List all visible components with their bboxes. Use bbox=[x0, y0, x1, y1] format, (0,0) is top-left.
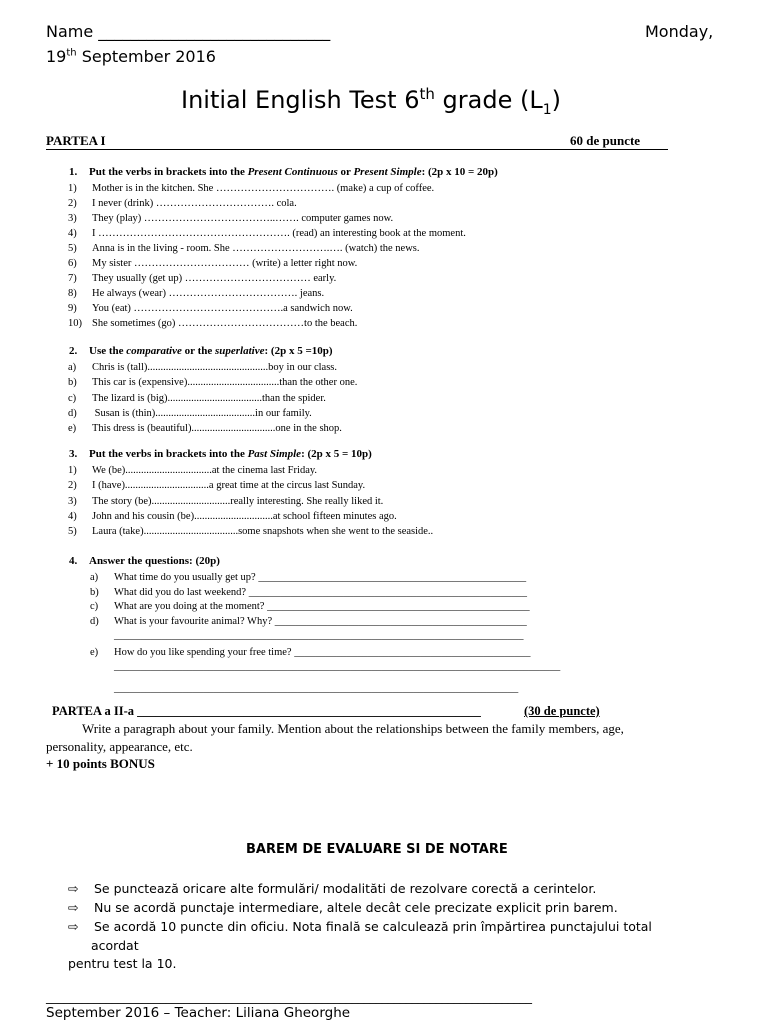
list-item: a) Chris is (tall)..............................................boy in our class. bbox=[68, 362, 337, 373]
list-item: ⇨ Nu se acordă punctaje intermediare, altele decât cele precizate explicit prin barem. bbox=[68, 900, 618, 915]
list-item: d) What is your favourite animal? Why? ________________________________________________ bbox=[90, 615, 527, 627]
list-item: a) What time do you usually get up? ___________________________________________________ bbox=[90, 572, 527, 583]
list-item: 4) John and his cousin (be)..............................at school fifteen minutes ago. bbox=[68, 510, 397, 522]
exercise-2-list bbox=[68, 360, 357, 436]
list-item: 9) You (eat) …………………………………….a sandwich now. bbox=[68, 303, 353, 314]
part2-label: PARTEA a II-a _______________________________________________________ bbox=[52, 704, 481, 718]
list-item: 4) I ………………………………………………. (read) an interesting book at the moment. bbox=[68, 228, 466, 239]
list-item: b) This car is (expensive)...................................than the other one. bbox=[68, 377, 358, 389]
list-item: 6) My sister …………………………… (write) a letter right now. bbox=[68, 258, 358, 269]
answer-line: _____________________________________________________________________________________ bbox=[114, 661, 561, 672]
list-item: 10) She sometimes (go) ………………………………to the beach. bbox=[68, 318, 358, 329]
arrow-right-icon: ⇨ bbox=[68, 881, 79, 896]
list-item: c) What are you doing at the moment? __________________________________________________ bbox=[90, 601, 530, 613]
page-title: Initial English Test 6th grade $(L_1)$ bbox=[181, 85, 561, 118]
list-item: 7) They usually (get up) ……………………………… early. bbox=[68, 273, 337, 284]
exercise-1-list bbox=[68, 181, 466, 331]
exercise-3-list bbox=[68, 463, 433, 539]
exercise-1-heading: 1. Put the verbs in brackets into the Present Continuous or Present Simple: (2p x 10 = 20p) bbox=[69, 166, 498, 178]
part2-instructions-line2: personality, appearance, etc. bbox=[46, 739, 193, 754]
list-item: 3) They (play) ………………………………..……. computer games now. bbox=[68, 213, 394, 224]
day-label: Monday, bbox=[645, 22, 714, 41]
list-item: b) What did you do last weekend? _____________________________________________________ bbox=[90, 586, 527, 598]
list-item: d) Susan is (thin)......................................in our family. bbox=[68, 407, 312, 419]
part2-instructions-line1: Write a paragraph about your family. Mention about the relationships between the family members, age, bbox=[82, 721, 624, 736]
arrow-right-icon: ⇨ bbox=[68, 900, 79, 915]
exercise-3-heading: 3. Put the verbs in brackets into the Past Simple: (2p x 5 = 10p) bbox=[69, 448, 372, 460]
barem-continuation: pentru test la 10. bbox=[68, 956, 177, 971]
list-item: 8) He always (wear) ………………………………. jeans. bbox=[68, 288, 325, 299]
exercise-4-heading: 4. Answer the questions: (20p) bbox=[69, 555, 220, 567]
list-item: 2) I never (drink) ……………………………. cola. bbox=[68, 198, 297, 209]
answer-line: _____________________________________________________________________________ bbox=[114, 683, 519, 694]
bonus-label: + 10 points BONUS bbox=[46, 756, 155, 771]
list-item: 1) We (be).................................at the cinema last Friday. bbox=[68, 465, 318, 476]
name-field-label: Name _____________________________ bbox=[46, 22, 331, 41]
exercise-4-list-cont bbox=[90, 646, 530, 661]
exercise-4-list bbox=[90, 571, 530, 644]
list-item: ______________________________________________________________________________ bbox=[114, 630, 524, 642]
barem-list bbox=[68, 879, 652, 955]
list-item: e) This dress is (beautiful)................................one in the shop. bbox=[68, 423, 342, 435]
footer-text: September 2016 – Teacher: Liliana Gheorghe bbox=[46, 1005, 351, 1021]
list-item: 5) Laura (take)....................................some snapshots when she went to the seaside.. bbox=[68, 526, 434, 538]
part1-points: 60 de puncte bbox=[570, 133, 641, 148]
part1-label: PARTEA I bbox=[46, 133, 106, 148]
list-item: 1) Mother is in the kitchen. She ……………………………. (make) a cup of coffee. bbox=[68, 183, 435, 194]
list-item: c) The lizard is (big)....................................than the spider. bbox=[68, 392, 326, 404]
list-item: 3) The story (be)..............................really interesting. She really liked it. bbox=[68, 495, 384, 507]
part1-underline bbox=[46, 149, 668, 150]
list-item: e) How do you like spending your free time? _____________________________________________ bbox=[90, 647, 531, 658]
part2-points: (30 de puncte) bbox=[524, 704, 600, 718]
date-label: 19th September 2016 bbox=[46, 47, 216, 66]
footer-rule: _________________________________________________________________________________ bbox=[46, 990, 532, 1004]
list-item: ⇨ Se acordă 10 puncte din oficiu. Nota finală se calculează prin împărtirea punctajului total bbox=[68, 919, 652, 934]
list-item: 5) Anna is in the living - room. She ……………………….…. (watch) the news. bbox=[68, 243, 420, 254]
arrow-right-icon: ⇨ bbox=[68, 919, 79, 934]
list-item: 2) I (have)................................a great time at the circus last Sunday. bbox=[68, 480, 366, 492]
barem-title: BAREM DE EVALUARE SI DE NOTARE bbox=[246, 842, 508, 857]
exercise-2-heading: 2. Use the comparative or the superlative: (2p x 5 =10p) bbox=[69, 345, 333, 357]
list-item-continuation: acordat bbox=[91, 938, 139, 953]
list-item: ⇨ Se punctează oricare alte formulări/ modalităti de rezolvare corectă a cerintelor. bbox=[68, 881, 597, 896]
